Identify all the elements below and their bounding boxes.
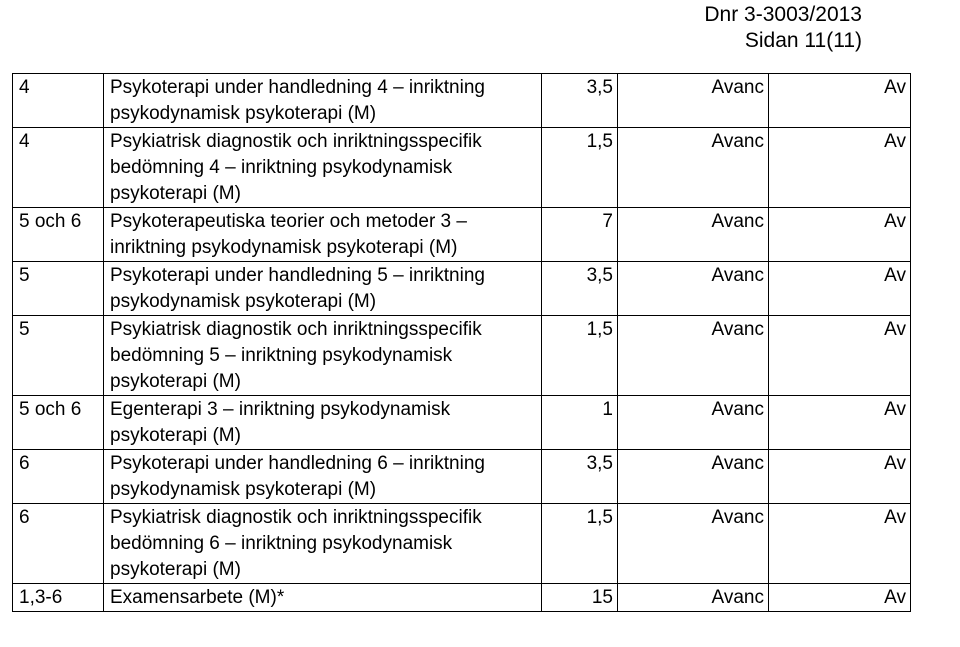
level-cell: Avanc: [618, 584, 769, 612]
credits-cell: 1,5: [542, 504, 618, 584]
table-row: [13, 450, 911, 504]
semester-cell: 1,3-6: [13, 584, 104, 612]
course-name-cell: Psykiatrisk diagnostik och inriktningsspecifik bedömning 4 – inriktning psykodynamisk psykoterapi (M): [104, 128, 542, 208]
course-name-cell: Psykoterapi under handledning 6 – inriktning psykodynamisk psykoterapi (M): [104, 450, 542, 504]
table-row: [13, 74, 911, 128]
credits-cell: 3,5: [542, 450, 618, 504]
table-row: [13, 584, 911, 612]
credits-cell: 3,5: [542, 74, 618, 128]
grade-cell: Av: [769, 74, 911, 128]
semester-cell: 5 och 6: [13, 208, 104, 262]
level-cell: Avanc: [618, 396, 769, 450]
level-cell: Avanc: [618, 316, 769, 396]
credits-cell: 15: [542, 584, 618, 612]
document-number: Dnr 3-3003/2013: [704, 3, 862, 26]
course-name-cell: Psykoterapeutiska teorier och metoder 3 – inriktning psykodynamisk psykoterapi (M): [104, 208, 542, 262]
grade-cell: Av: [769, 262, 911, 316]
course-name-cell: Psykoterapi under handledning 4 – inriktning psykodynamisk psykoterapi (M): [104, 74, 542, 128]
level-cell: Avanc: [618, 504, 769, 584]
grade-cell: Av: [769, 396, 911, 450]
grade-cell: Av: [769, 504, 911, 584]
credits-cell: 1,5: [542, 128, 618, 208]
semester-cell: 6: [13, 450, 104, 504]
level-cell: Avanc: [618, 74, 769, 128]
document-header: [704, 2, 862, 54]
grade-cell: Av: [769, 450, 911, 504]
semester-cell: 4: [13, 128, 104, 208]
grade-cell: Av: [769, 128, 911, 208]
page-number: Sidan 11(11): [744, 29, 862, 52]
grade-cell: Av: [769, 316, 911, 396]
level-cell: Avanc: [618, 450, 769, 504]
table-row: [13, 128, 911, 208]
level-cell: Avanc: [618, 208, 769, 262]
semester-cell: 5: [13, 316, 104, 396]
credits-cell: 1: [542, 396, 618, 450]
table-row: [13, 396, 911, 450]
level-cell: Avanc: [618, 128, 769, 208]
semester-cell: 5 och 6: [13, 396, 104, 450]
credits-cell: 7: [542, 208, 618, 262]
course-name-cell: Psykiatrisk diagnostik och inriktningsspecifik bedömning 5 – inriktning psykodynamisk psykoterapi (M): [104, 316, 542, 396]
course-name-cell: Psykoterapi under handledning 5 – inriktning psykodynamisk psykoterapi (M): [104, 262, 542, 316]
table-row: [13, 262, 911, 316]
course-name-cell: Examensarbete (M)*: [104, 584, 542, 612]
credits-cell: 3,5: [542, 262, 618, 316]
semester-cell: 4: [13, 74, 104, 128]
course-name-cell: Psykiatrisk diagnostik och inriktningsspecifik bedömning 6 – inriktning psykodynamisk psykoterapi (M): [104, 504, 542, 584]
semester-cell: 6: [13, 504, 104, 584]
course-table: [12, 73, 911, 612]
table-row: [13, 316, 911, 396]
grade-cell: Av: [769, 584, 911, 612]
table-row: [13, 208, 911, 262]
semester-cell: 5: [13, 262, 104, 316]
credits-cell: 1,5: [542, 316, 618, 396]
level-cell: Avanc: [618, 262, 769, 316]
table-row: [13, 504, 911, 584]
grade-cell: Av: [769, 208, 911, 262]
course-name-cell: Egenterapi 3 – inriktning psykodynamisk psykoterapi (M): [104, 396, 542, 450]
